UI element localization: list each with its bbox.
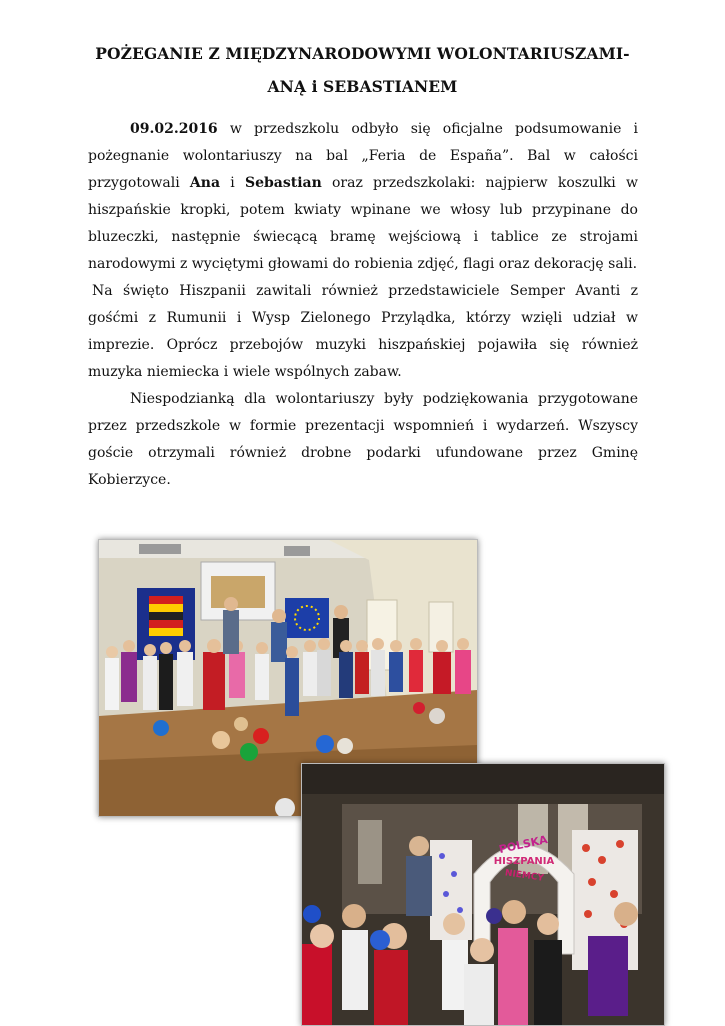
volunteer-name-sebastian: Sebastian [244, 175, 322, 191]
paragraph-2: Na święto Hiszpanii zawitali również przedstawiciele Semper Avanti z gośćmi z Rumunii i Wysp Zielonego Przylądka, którzy wzięli udział w imprezie. Oprócz przebojów muzyki hiszpańskiej pojawiła się również muzyka niemiecka i wiele wspólnych zabaw. [88, 283, 638, 380]
event-date: 09.02.2016 [130, 121, 218, 137]
volunteer-name-ana: Ana [189, 175, 221, 191]
document-title-line-2: ANĄ i SEBASTIANEM [267, 77, 458, 96]
paragraph-3: Niespodzianką dla wolontariuszy były podziękowania przygotowane przez przedszkole w formie prezentacji wspomnień i wydarzeń. Wszyscy goście otrzymali również drobne podarki ufundowane przez Gminę Kobierzyce. [88, 391, 638, 488]
paragraph-1-text-a: w przedszkolu odbyło się oficjalne podsumowanie i pożegnanie wolontariuszy na bal „Feria de España”. Bal w całości przygotowali [88, 121, 638, 191]
arch-sign-line-1: POLSKA [497, 833, 549, 857]
paragraph-1-text-c: oraz przedszkolaki: najpierw koszulki w hiszpańskie kropki, potem kwiaty wpinane we włosy lub przypinane do bluzeczki, następnie świecącą bramę wejściową i tablice ze strojami narodowymi z wyciętymi głowami do robienia zdjęć, flagi oraz dekorację sali. [88, 175, 638, 272]
arch-sign-line-3: NIEMCY [504, 868, 545, 884]
arch-sign-line-2: HISZPANIA [493, 856, 555, 867]
document-title-line-1: POŻEGANIE Z MIĘDZYNARODOWYMI WOLONTARIUSZAMI- [95, 44, 630, 63]
photo-illuminated-gate [301, 763, 665, 1026]
article-body [88, 116, 638, 494]
paragraph-1 [88, 116, 638, 278]
paragraph-1-text-b: i [220, 175, 245, 191]
